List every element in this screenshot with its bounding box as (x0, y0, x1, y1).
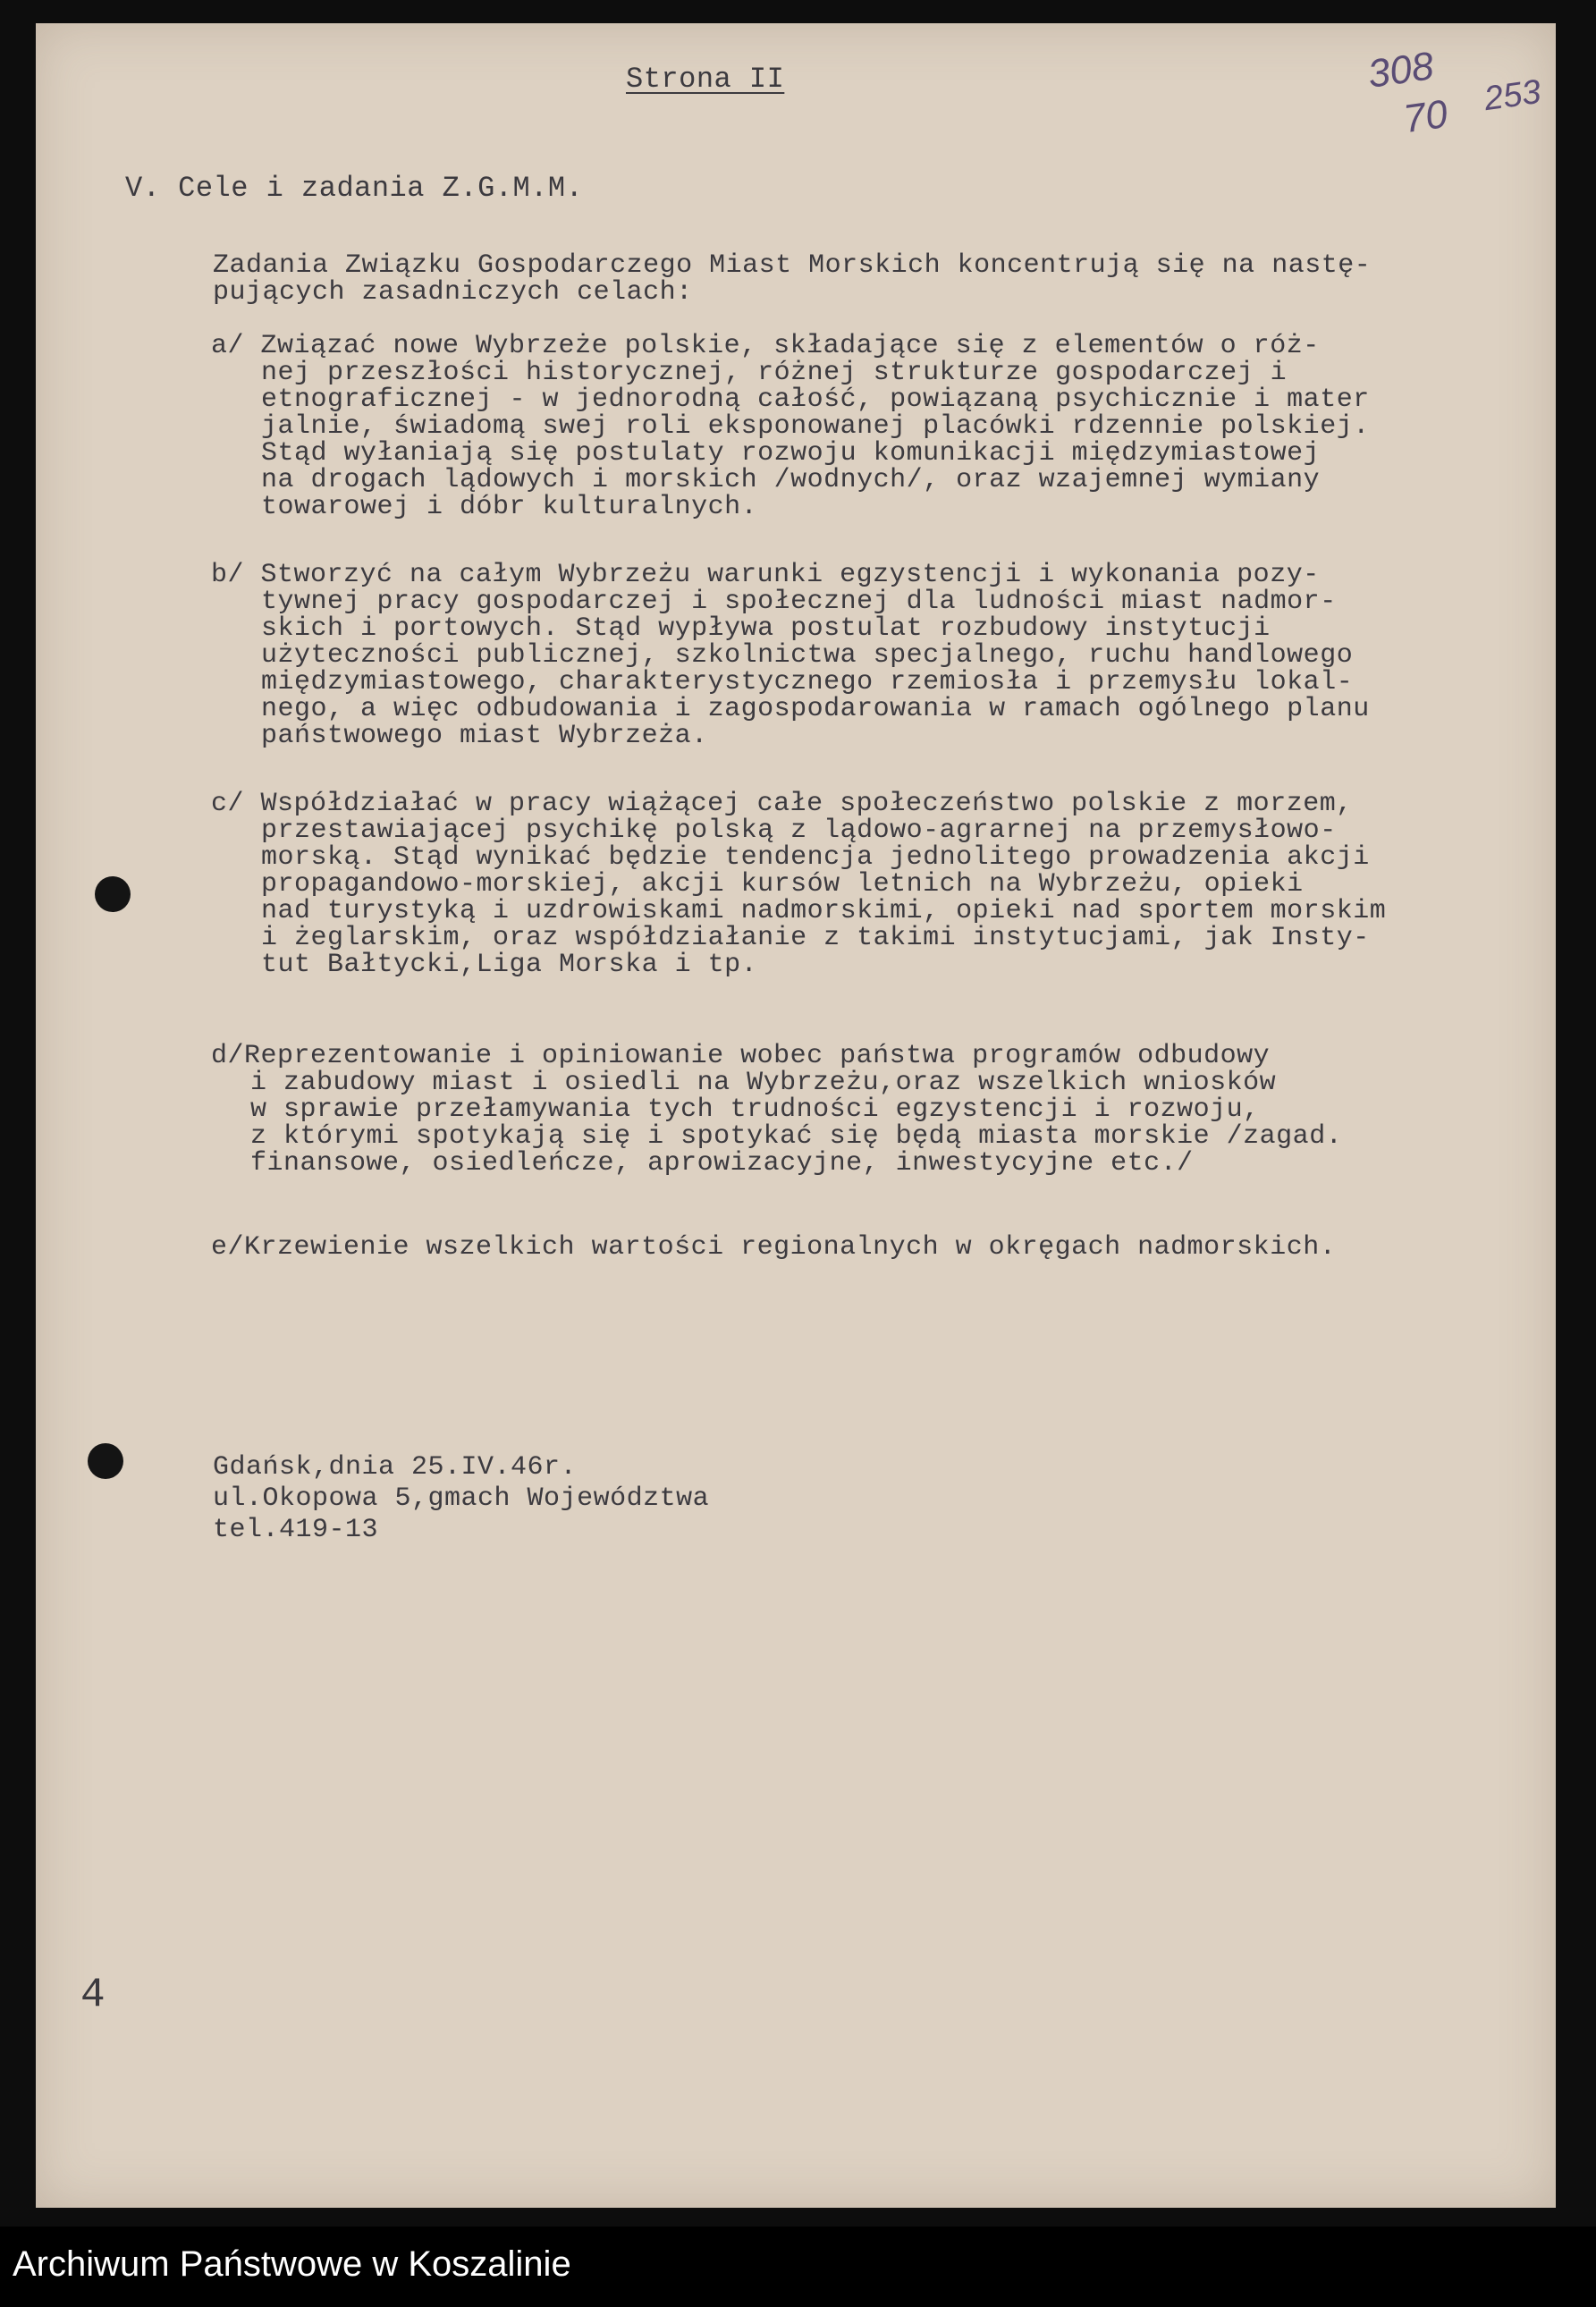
item-line: i zabudowy miast i osiedli na Wybrzeżu,oraz wszelkich wniosków (250, 1068, 1277, 1098)
section-title: V. Cele i zadania Z.G.M.M. (125, 172, 584, 205)
item-line: nad turystyką i uzdrowiskami nadmorskimi, opieki nad sportem morskim (261, 896, 1387, 926)
item-line: tywnej pracy gospodarczej i społecznej dla ludności miast nadmor- (261, 587, 1337, 617)
archive-number-2: 70 (1400, 91, 1451, 142)
item-line: z którymi spotykają się i spotykać się będą miasta morskie /zagad. (250, 1121, 1343, 1152)
archive-label: Archiwum Państwowe w Koszalinie (13, 2244, 571, 2284)
item-line: morską. Stąd wynikać będzie tendencja jednolitego prowadzenia akcji (261, 842, 1370, 873)
item-line: użyteczności publicznej, szkolnictwa specjalnego, ruchu handlowego (261, 640, 1354, 671)
punch-hole-bottom (88, 1443, 123, 1479)
archive-number-3: 253 (1482, 72, 1543, 119)
page-header: Strona II (626, 63, 785, 96)
item-line: e/Krzewienie wszelkich wartości regionalnych w okręgach nadmorskich. (211, 1232, 1337, 1263)
intro-line: pujących zasadniczych celach: (213, 277, 693, 308)
item-line: b/ Stworzyć na całym Wybrzeżu warunki egzystencji i wykonania pozy- (211, 560, 1320, 590)
item-line: przestawiającej psychikę polską z lądowo-agrarnej na przemysłowo- (261, 815, 1337, 846)
address-line: Gdańsk,dnia 25.IV.46r. (213, 1452, 578, 1483)
archive-footer-bar (0, 2227, 1596, 2307)
item-line: tut Bałtycki,Liga Morska i tp. (261, 950, 758, 980)
margin-mark: 4 (80, 1972, 106, 2018)
item-line: w sprawie przełamywania tych trudności egzystencji i rozwoju, (250, 1094, 1260, 1125)
item-line: skich i portowych. Stąd wypływa postulat rozbudowy instytucji (261, 613, 1271, 644)
item-line: nego, a więc odbudowania i zagospodarowania w ramach ogólnego planu (261, 694, 1370, 724)
punch-hole-top (95, 876, 131, 912)
archive-number-1: 308 (1364, 44, 1437, 97)
item-line: państwowego miast Wybrzeża. (261, 721, 708, 751)
item-line: Stąd wyłaniają się postulaty rozwoju komunikacji międzymiastowej (261, 438, 1321, 469)
item-line: nej przeszłości historycznej, różnej strukturze gospodarczej i (261, 358, 1288, 388)
address-line: tel.419-13 (213, 1515, 379, 1545)
item-line: jalnie, świadomą swej roli eksponowanej placówki rdzennie polskiej. (261, 411, 1370, 442)
item-line: etnograficznej - w jednorodną całość, powiązaną psychicznie i mater (261, 384, 1370, 415)
document-page (36, 23, 1556, 2208)
item-line: a/ Związać nowe Wybrzeże polskie, składające się z elementów o róż- (211, 331, 1320, 361)
item-line: propagandowo-morskiej, akcji kursów letnich na Wybrzeżu, opieki (261, 869, 1304, 900)
item-line: na drogach lądowych i morskich /wodnych/, oraz wzajemnej wymiany (261, 465, 1321, 495)
item-line: c/ Współdziałać w pracy wiążącej całe społeczeństwo polskie z morzem, (211, 789, 1353, 819)
item-line: d/Reprezentowanie i opiniowanie wobec państwa programów odbudowy (211, 1041, 1271, 1071)
item-line: finansowe, osiedleńcze, aprowizacyjne, inwestycyjne etc./ (250, 1148, 1194, 1179)
intro-line: Zadania Związku Gospodarczego Miast Morskich koncentrują się na nastę- (213, 250, 1372, 281)
item-line: międzymiastowego, charakterystycznego rzemiosła i przemysłu lokal- (261, 667, 1354, 697)
item-line: i żeglarskim, oraz współdziałanie z takimi instytucjami, jak Insty- (261, 923, 1370, 953)
address-line: ul.Okopowa 5,gmach Województwa (213, 1483, 710, 1514)
item-line: towarowej i dóbr kulturalnych. (261, 492, 758, 522)
